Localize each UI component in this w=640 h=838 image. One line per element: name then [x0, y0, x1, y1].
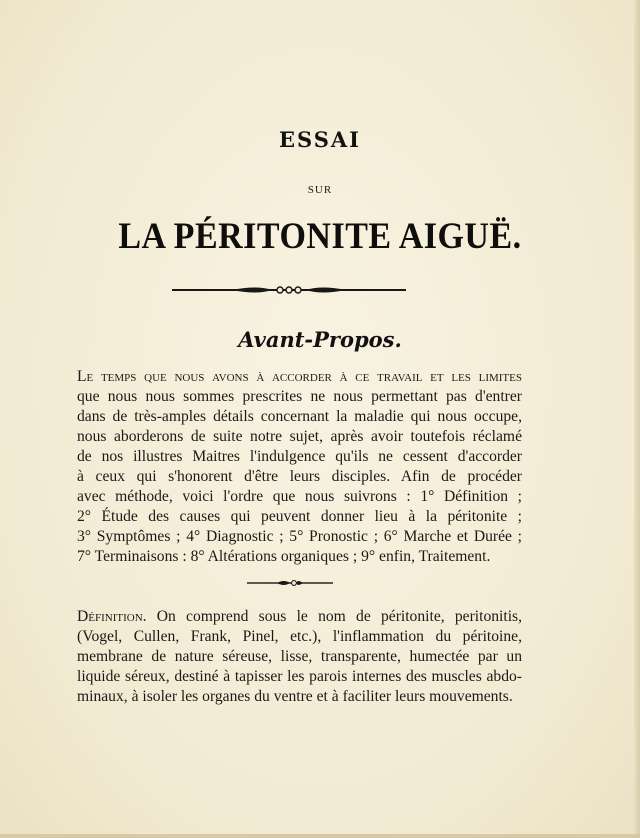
text-line-2: dans de très-amples détails concernant la maladie qui nous occupe,: [77, 408, 522, 425]
text-line-9: 7° Terminaisons : 8° Altérations organiques ; 9° enfin, Traitement.: [77, 548, 491, 565]
small-ornament: [247, 578, 333, 588]
avant-propos-paragraph: [77, 367, 522, 567]
text-line-8: 3° Symptômes ; 4° Diagnostic ; 5° Pronostic ; 6° Marche et Durée ;: [77, 528, 522, 545]
text-line-1: que nous nous sommes prescrites ne nous permettant pas d'entrer: [77, 388, 522, 405]
page-edge: [634, 0, 640, 838]
def-line-4: minaux, à isoler les organes du ventre et à faciliter leurs mouvements.: [77, 688, 513, 705]
text-line: [77, 367, 522, 387]
text-line-4: de nos illustres Maitres l'indulgence qu'ils ne cessent d'accorder: [77, 448, 522, 465]
page-title: LA PÉRITONITE AIGUË.: [118, 216, 522, 257]
sur-label: SUR: [307, 184, 333, 196]
def-line-3: liquide séreux, destiné à tapisser les parois internes des muscles abdo-: [77, 668, 522, 685]
def-line-1: (Vogel, Cullen, Frank, Pinel, etc.), l'inflammation du péritoine,: [77, 628, 522, 645]
avant-propos-heading: Avant-Propos.: [238, 327, 402, 352]
text-line-0: Le temps que nous avons à accorder à ce travail et les limites: [77, 368, 522, 385]
def-line-0-text: On comprend sous le nom de péritonite, peritonitis,: [146, 608, 522, 625]
essai-heading: ESSAI: [279, 127, 361, 152]
definition-paragraph: [77, 607, 522, 707]
text-line-5: à ceux qui s'honorent d'être leurs disciples. Afin de procéder: [77, 468, 522, 485]
text-line-3: nous aborderons de suite notre sujet, après avoir toutefois réclamé: [77, 428, 522, 445]
ornamental-rule: [172, 284, 406, 296]
text-line-7: 2° Étude des causes qui peuvent donner lieu à la péritonite ;: [77, 508, 522, 525]
definition-label: Définition.: [77, 608, 147, 625]
text-line-6: avec méthode, voici l'ordre que nous suivrons : 1° Définition ;: [77, 488, 522, 505]
def-line-2: membrane de nature séreuse, lisse, transparente, humectée par un: [77, 648, 522, 665]
page-edge-bottom: [0, 834, 640, 838]
def-line-0: [77, 607, 522, 627]
